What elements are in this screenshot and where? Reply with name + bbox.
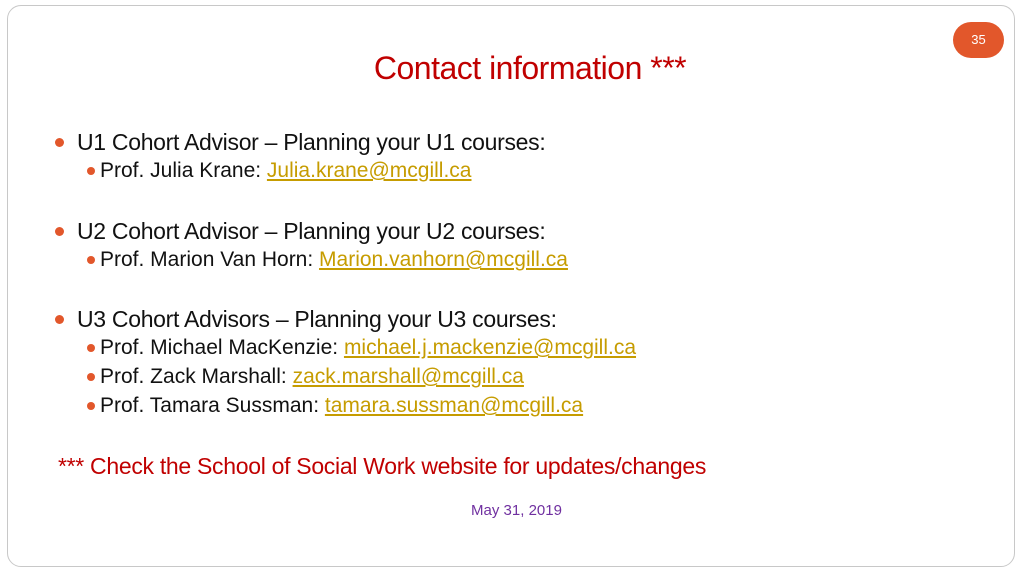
email-link-zack-marshall[interactable]: zack.marshall@mcgill.ca bbox=[292, 365, 524, 388]
bullet-dot bbox=[87, 402, 95, 410]
page-number-badge: 35 bbox=[953, 22, 1004, 58]
contact-name: Prof. Michael MacKenzie: bbox=[100, 336, 344, 359]
contact-tamara-sussman bbox=[100, 392, 583, 420]
website-note: *** Check the School of Social Work website for updates/changes bbox=[58, 453, 707, 479]
email-link-michael-mackenzie[interactable]: michael.j.mackenzie@mcgill.ca bbox=[343, 336, 637, 359]
contact-michael-mackenzie bbox=[100, 334, 636, 362]
contact-name: Prof. Zack Marshall: bbox=[100, 365, 293, 388]
bullet-dot bbox=[87, 344, 95, 352]
email-link-tamara-sussman[interactable]: tamara.sussman@mcgill.ca bbox=[324, 394, 584, 417]
section-heading-u3: U3 Cohort Advisors – Planning your U3 courses: bbox=[77, 306, 557, 332]
contact-julia-krane bbox=[100, 157, 471, 185]
bullet-dot bbox=[55, 138, 64, 147]
email-link-marion-vanhorn[interactable]: Marion.vanhorn@mcgill.ca bbox=[319, 248, 568, 271]
bullet-dot bbox=[55, 227, 64, 236]
bullet-dot bbox=[87, 167, 95, 175]
contact-name: Prof. Marion Van Horn: bbox=[100, 248, 320, 271]
section-heading-u1: U1 Cohort Advisor – Planning your U1 courses: bbox=[77, 129, 546, 155]
slide-date: May 31, 2019 bbox=[471, 502, 562, 519]
contact-marion-van-horn bbox=[100, 246, 568, 274]
email-link-julia-krane[interactable]: Julia.krane@mcgill.ca bbox=[266, 159, 472, 182]
contact-zack-marshall bbox=[100, 363, 524, 391]
contact-name: Prof. Julia Krane: bbox=[100, 159, 267, 182]
slide-title: Contact information *** bbox=[373, 50, 687, 86]
bullet-dot bbox=[87, 256, 95, 264]
contact-name: Prof. Tamara Sussman: bbox=[100, 394, 325, 417]
section-heading-u2: U2 Cohort Advisor – Planning your U2 courses: bbox=[77, 218, 546, 244]
bullet-dot bbox=[87, 373, 95, 381]
bullet-dot bbox=[55, 315, 64, 324]
